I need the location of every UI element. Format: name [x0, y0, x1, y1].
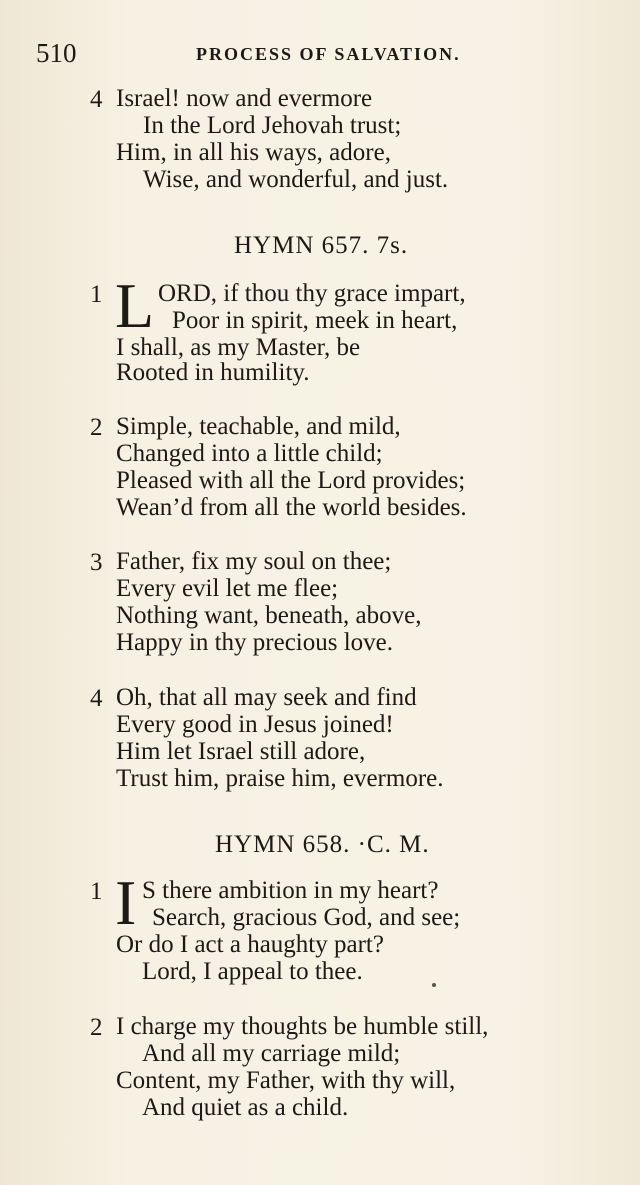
verse-line: Every good in Jesus joined! [116, 711, 394, 738]
stanza-number: 4 [90, 685, 103, 712]
stanza-number: 1 [90, 281, 103, 308]
verse-line: Rooted in humility. [116, 359, 310, 386]
running-title: PROCESS OF SALVATION. [196, 44, 461, 64]
verse-line: Lord, I appeal to thee. [142, 958, 363, 985]
ink-speck [432, 983, 436, 987]
verse-line: Content, my Father, with thy will, [116, 1067, 456, 1094]
verse-line: Him let Israel still adore, [116, 738, 366, 765]
verse-line: Poor in spirit, meek in heart, [172, 307, 458, 334]
verse-line: Happy in thy precious love. [116, 629, 394, 656]
verse-line: Or do I act a haughty part? [116, 931, 384, 958]
verse-line: And all my carriage mild; [142, 1040, 401, 1067]
verse-line: Nothing want, beneath, above, [116, 602, 422, 629]
hymn-title: HYMN 658. ·C. M. [215, 831, 430, 858]
verse-line: Trust him, praise him, evermore. [116, 765, 444, 792]
verse-line: Oh, that all may seek and find [116, 684, 417, 711]
drop-cap: I [115, 867, 137, 938]
hymn-title: HYMN 657. 7s. [234, 232, 409, 259]
verse-line: Wean’d from all the world besides. [116, 494, 467, 521]
stanza-number: 2 [90, 1014, 103, 1041]
verse-line: I charge my thoughts be humble still, [116, 1013, 489, 1040]
page-number: 510 [36, 38, 77, 68]
drop-cap: L [115, 270, 155, 341]
verse-line: Simple, teachable, and mild, [116, 413, 401, 440]
verse-line: Wise, and wonderful, and just. [143, 166, 449, 193]
verse-line: I shall, as my Master, be [116, 334, 361, 361]
verse-line: Changed into a little child; [116, 440, 383, 467]
verse-line: Pleased with all the Lord provides; [116, 467, 466, 494]
stanza-number: 4 [90, 86, 103, 113]
verse-line: S there ambition in my heart? [142, 877, 439, 904]
verse-line: And quiet as a child. [142, 1094, 349, 1121]
page-header [36, 38, 596, 72]
verse-line: Every evil let me flee; [116, 575, 339, 602]
stanza-number: 1 [90, 878, 103, 905]
verse-line: Search, gracious God, and see; [152, 904, 461, 931]
verse-line: Father, fix my soul on thee; [116, 548, 392, 575]
stanza-number: 2 [90, 414, 103, 441]
verse-line: In the Lord Jehovah trust; [143, 112, 402, 139]
verse-line: Israel! now and evermore [116, 85, 373, 112]
verse-line: Him, in all his ways, adore, [116, 139, 391, 166]
verse-line: ORD, if thou thy grace impart, [158, 280, 466, 307]
stanza-number: 3 [90, 549, 103, 576]
